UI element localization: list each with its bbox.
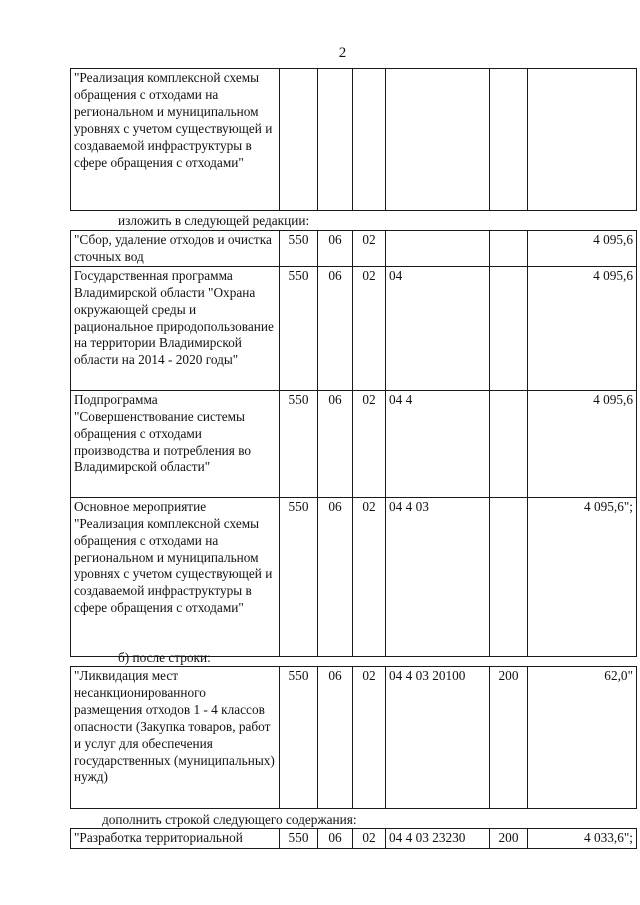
csr-cell: 04 4 [386, 390, 490, 497]
row-name: "Ликвидация мест несанкционированного размещения отходов 1 - 4 классов опасности (Закупка товаров, работ и услуг для обеспечения государственных (муниципальных) нужд) [71, 667, 280, 809]
table-row [71, 497, 637, 656]
rz-cell: 06 [318, 390, 353, 497]
sum-cell: 4 033,6"; [528, 829, 637, 849]
vr-cell [490, 266, 528, 390]
pr-cell [353, 69, 386, 211]
pr-cell: 02 [353, 231, 386, 267]
csr-cell: 04 4 03 23230 [386, 829, 490, 849]
table-row [71, 266, 637, 390]
instruction-text: б) после строки: [118, 650, 211, 665]
table-row [71, 69, 637, 211]
ved-cell: 550 [280, 667, 318, 809]
table-block-3 [70, 666, 637, 809]
ved-cell: 550 [280, 829, 318, 849]
table-row [71, 829, 637, 849]
rz-cell: 06 [318, 266, 353, 390]
pr-cell: 02 [353, 266, 386, 390]
page-number: 2 [338, 45, 347, 61]
csr-cell [386, 231, 490, 267]
table-block-4 [70, 828, 637, 849]
csr-cell: 04 4 03 20100 [386, 667, 490, 809]
row-name: "Сбор, удаление отходов и очистка сточных вод [71, 231, 280, 267]
sum-cell: 4 095,6 [528, 390, 637, 497]
row-name: "Реализация комплексной схемы обращения с отходами на региональном и муниципальном уровнях с учетом существующей и создаваемой инфраструктуры в сфере обращения с отходами" [71, 69, 280, 211]
rz-cell: 06 [318, 667, 353, 809]
row-name: Подпрограмма "Совершенствование системы обращения с отходами производства и потребления во Владимирской области" [71, 390, 280, 497]
csr-cell [386, 69, 490, 211]
vr-cell [490, 497, 528, 656]
sum-cell: 4 095,6 [528, 266, 637, 390]
pr-cell: 02 [353, 390, 386, 497]
vr-cell [490, 69, 528, 211]
ved-cell: 550 [280, 390, 318, 497]
vr-cell [490, 390, 528, 497]
instruction-text: дополнить строкой следующего содержания: [102, 812, 357, 827]
rz-cell: 06 [318, 829, 353, 849]
ved-cell: 550 [280, 497, 318, 656]
row-name: Государственная программа Владимирской области "Охрана окружающей среды и рациональное природопользование на территории Владимирской области на 2014 - 2020 годы" [71, 266, 280, 390]
pr-cell: 02 [353, 497, 386, 656]
row-name: Основное мероприятие "Реализация комплексной схемы обращения с отходами на региональном и муниципальном уровнях с учетом существующей и создаваемой инфраструктуры в сфере обращения с отходами" [71, 497, 280, 656]
ved-cell [280, 69, 318, 211]
table-block-2 [70, 230, 637, 657]
ved-cell: 550 [280, 231, 318, 267]
ved-cell: 550 [280, 266, 318, 390]
pr-cell: 02 [353, 667, 386, 809]
table-block-1 [70, 68, 637, 211]
instruction-text: изложить в следующей редакции: [118, 213, 310, 228]
csr-cell: 04 [386, 266, 490, 390]
table-row [71, 667, 637, 809]
row-name: "Разработка территориальной [71, 829, 280, 849]
sum-cell: 62,0" [528, 667, 637, 809]
vr-cell: 200 [490, 829, 528, 849]
sum-cell: 4 095,6"; [528, 497, 637, 656]
rz-cell [318, 69, 353, 211]
vr-cell [490, 231, 528, 267]
pr-cell: 02 [353, 829, 386, 849]
sum-cell: 4 095,6 [528, 231, 637, 267]
csr-cell: 04 4 03 [386, 497, 490, 656]
table-row [71, 390, 637, 497]
table-row [71, 231, 637, 267]
sum-cell [528, 69, 637, 211]
rz-cell: 06 [318, 231, 353, 267]
vr-cell: 200 [490, 667, 528, 809]
rz-cell: 06 [318, 497, 353, 656]
